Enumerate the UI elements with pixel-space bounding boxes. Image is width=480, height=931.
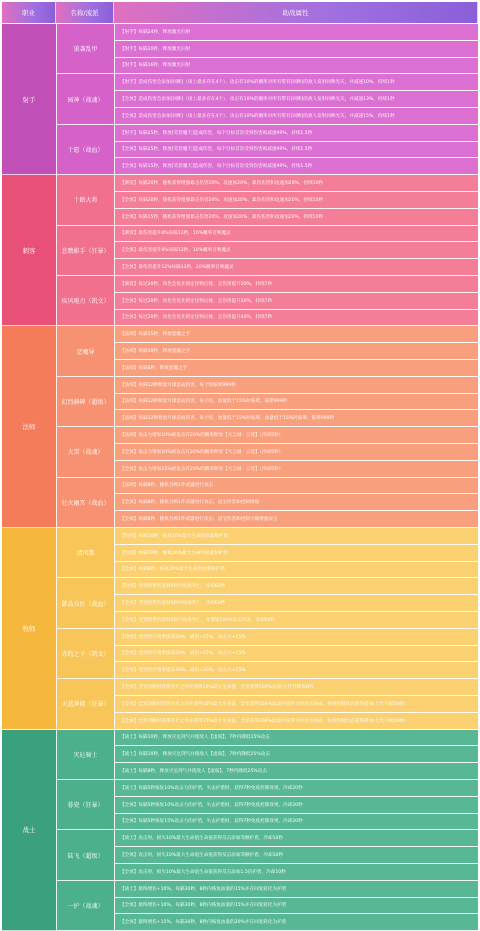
class-cell: 牧师 (2, 528, 56, 730)
table-row: 【射手】每隔25秒，释放[笑怒魔天]造成伤害，每个目标首次受到伤害被减速99%，持续1.5秒 (114, 125, 478, 142)
table-row: 【全体】攻击时，损失10%最大生命值生命值获得反击添加1.5倍护盾，冷却10秒 (114, 864, 478, 881)
table-row: 【全体】暴伤害提升12%每隔12秒，20%概率召唤魔灵 (114, 259, 478, 276)
sub-name-cell: 园神（战魂） (56, 74, 114, 124)
table-row: 【全体】最终增伤+15%，每隔30秒，8秒内恢复血量的20%并在回复转化为护盾 (114, 914, 478, 931)
class-cell: 战士 (2, 730, 56, 931)
table-row: 【刺客】暴伤害提升8%每隔12秒，10%概率召唤魔灵 (114, 226, 478, 243)
table-row: 【射手】每隔16秒，释放激光扫射 (114, 58, 478, 75)
table-row: 【全体】攻击力增加15%被攻击有20%的概率释放【大云城 · 云母】（冷却5秒） (114, 461, 478, 478)
table-row: 【全体】暴伤害提升8%每隔12秒，10%概率召唤魔灵 (114, 242, 478, 259)
header-name: 名称/流派 (56, 2, 114, 23)
table-row: 【战士】攻击时，损失10%最大生命值生命值获得反击添加等额护盾，冷却10秒 (114, 830, 478, 847)
sub-name-cell: 陆飞（超级） (56, 830, 114, 880)
sub-name-cell: 壮火幽冥（战血） (56, 478, 114, 528)
table-row: 【全体】攻击时，损失10%最大生命值生命值获得反击添加等额护盾，冷却10秒 (114, 847, 478, 864)
class-cell: 法师 (2, 326, 56, 528)
sub-name-cell: 恶魔导 (56, 326, 114, 376)
table-row: 【全体】受到致死伤害时5秒内免疫死亡，并增加100%攻击伤害，冷却60秒 (114, 612, 478, 629)
table-row: 【全体】每隔20秒，随机获得增强暴击伤害20%、攻速加20%、暴伤伤害和攻速加20%，持续10秒 (114, 192, 478, 209)
table-row: 【战士】最终增伤+10%，每隔30秒，8秒内恢复血量的15%并在回复转化为护盾 (114, 881, 478, 898)
sub-name-cell: 一护（战魂） (56, 881, 114, 931)
table-row: 【射手】每隔20秒，释放激光扫射 (114, 41, 478, 58)
table-row: 【法师】每隔12秒释放月球造成伤害，每个怪眩晕999秒 (114, 377, 478, 394)
table-row: 【牧师】每隔10秒，恢复20%最大生命的血量和护盾 (114, 528, 478, 545)
header-class: 职业 (2, 2, 56, 23)
table-row: 【全体】全军顶级时获得圣光之环并获得10%最大生命值，全军获得100%血量(七代升级50秒) (114, 679, 478, 696)
table-row: 【全体】最终增伤+10%，每隔30秒，8秒内恢复血量的15%并在回复转化为护盾 (114, 898, 478, 915)
sub-name-cell: 清风歌 (56, 528, 114, 578)
table-row: 【射手】造成伤害会添加[回眸]（场上最多存在4个），攻击有10%的概率对所有带有[回眸]的敌人发射回眸光矢，并减速10%，持续1秒 (114, 74, 478, 91)
table-row: 【战士】每隔10秒，释放灾厄剑气并使敌人【虚弱】，7秒内降低15%攻击 (114, 746, 478, 763)
table-row: 【法师】每隔8秒，释放恶魔之手 (114, 360, 478, 377)
table-row: 【全体】全军顶级时获得圣光之环并获得10%最大生命值，全军获得100%血量并获得大约攻击加成，免疫控制状态获得提高(七代升级50秒) (114, 696, 478, 713)
sub-name-cell: 暮瓷（狂暴） (56, 780, 114, 830)
sub-name-cell: 悲戮影手（狂暴） (56, 226, 114, 276)
table-row: 【全体】造成伤害会添加[回眸]（场上最多存在4个），攻击有10%的概率对所有带有[回眸]的敌人发射回眸光矢，并减速15%，持续1秒 (114, 108, 478, 125)
table-row: 【牧师】受到致死伤害时5秒内免疫死亡，冷却60秒 (114, 578, 478, 595)
sub-name-cell: 十愿（战血） (56, 125, 114, 175)
sub-name-cell: 灾厄骑士 (56, 730, 114, 780)
sub-name-cell: 幻烈赫碑（超级） (56, 377, 114, 427)
header-attr: 助战属性 (114, 2, 478, 23)
table-row: 【战士】每隔8秒，释放灾厄剑气并使敌人【虚弱】，7秒内降低25%攻击 (114, 763, 478, 780)
sub-name-cell: 赤约之子（凯文） (56, 629, 114, 679)
table-row: 【全体】每隔8秒，随机召唤1件武器进行攻击，法宝伤害和控制大幅增强法宝 (114, 511, 478, 528)
table-row: 【射手】每隔24秒，释放激光扫射 (114, 24, 478, 41)
table-row: 【法师】每隔12秒释放月球造成伤害，每小怪，血量低于15%时眩晕，眩晕999秒 (114, 394, 478, 411)
class-cell: 射手 (2, 24, 56, 175)
table-row: 【全体】每隔15秒，释放[笑怒魔天]造成伤害，每个目标首次受到伤害被减速99%，持续1.5秒 (114, 158, 478, 175)
sub-name-cell: 御晶良医（战血） (56, 578, 114, 628)
table-row: 【战士】每隔10秒，释放灾厄剑气并使敌人【虚弱】，7秒内降低15%攻击 (114, 730, 478, 747)
table-row: 【法师】每隔10秒，释放恶魔之手 (114, 343, 478, 360)
table-row: 【全体】每隔15秒，随机获得增强暴击伤害20%、攻速加20%、暴伤伤害和攻速加20%，持续10秒 (114, 209, 478, 226)
table-row: 【法师】每隔15秒，释放恶魔之手 (114, 326, 478, 343)
table-row: 【全体】每隔25秒，释放[笑怒魔天]造成伤害，每个目标首次受到伤害被减速99%，持续1.5秒 (114, 142, 478, 159)
sub-name-cell: 疾风啦刃（凯文） (56, 276, 114, 326)
table-row: 【牧师】每隔10秒，恢复20%最大生命的血量和护盾 (114, 545, 478, 562)
table-row: 【刺客】每过20秒，角色会优先锁定怪物后排，且伤害提升20%，持续7秒 (114, 276, 478, 293)
table-row: 【全体】每隔5秒恢复10%攻击力的护盾，失去护盾时，获得7秒免疫控制效果，冷却20秒 (114, 797, 478, 814)
table-row: 【全体】每隔5秒恢复15%攻击力的护盾，失去护盾时，获得7秒免疫控制效果，冷却20秒 (114, 814, 478, 831)
table-row: 【法师】每隔12秒释放月球造成伤害，每小怪，血量低于15%时眩晕，血量低于15%时眩晕，眩晕999秒 (114, 410, 478, 427)
sub-name-cell: 狼袭乱甲 (56, 24, 114, 74)
table-row: 【全体】每过20秒，角色会优先锁定怪物后排，且伤害提升20%，持续7秒 (114, 293, 478, 310)
class-cell: 刺客 (2, 175, 56, 326)
table-row: 【全体】受到治疗效果提高30%，减伤+20%，攻击力+15% (114, 662, 478, 679)
table-row: 【全体】每过20秒，角色会优先锁定怪物后排，且伤害提升40%，持续7秒 (114, 310, 478, 327)
table-row: 【全体】造成伤害会添加[回眸]（场上最多存在4个），攻击有10%的概率对所有带有[回眸]的敌人发射回眸光矢，并减速13%，持续1秒 (114, 91, 478, 108)
table-row: 【全体】受到致死伤害时5秒内免疫死亡，冷却60秒 (114, 595, 478, 612)
table-row: 【法师】每隔8秒，随机召唤1件武器进行攻击 (114, 478, 478, 495)
table-row: 【法师】攻击力增加10%被攻击有20%的概率释放【大云城 · 云母】（冷却5秒） (114, 427, 478, 444)
table-row: 【全体】每隔8秒，恢复20%最大生命的血量和护盾 (114, 562, 478, 579)
buff-table (2, 2, 478, 926)
sub-name-cell: 大雪（战魂） (56, 427, 114, 477)
table-row: 【全体】受到治疗效果提高20%，减伤+15%，攻击力+15% (114, 646, 478, 663)
table-row: 【全体】全军顶级时获得圣光之环并获得15%最大生命值，全军获得100%血量并获得大约攻击加成，免疫控制状态获得提高(七代升级50秒) (114, 713, 478, 730)
sub-name-cell: 天蓝神殿（狂暴） (56, 679, 114, 729)
table-row: 【刺客】每隔20秒，随机获得增强暴击伤害20%、攻速加20%、暴伤伤害和攻速加20%，持续10秒 (114, 175, 478, 192)
table-row: 【战士】每隔5秒恢复10%攻击力的护盾，失去护盾时，获得7秒免疫控制效果，冷却20秒 (114, 780, 478, 797)
table-row: 【全体】每隔8秒，随机召唤1件武器进行攻击，法宝伤害和控制增强 (114, 494, 478, 511)
table-row: 【牧师】受到治疗效果提高20%，减伤+15%，攻击力+15% (114, 629, 478, 646)
table-row: 【全体】攻击力增加10%被攻击有20%的概率释放【大云城 · 云母】（冷却5秒） (114, 444, 478, 461)
sub-name-cell: 十路大将 (56, 175, 114, 225)
